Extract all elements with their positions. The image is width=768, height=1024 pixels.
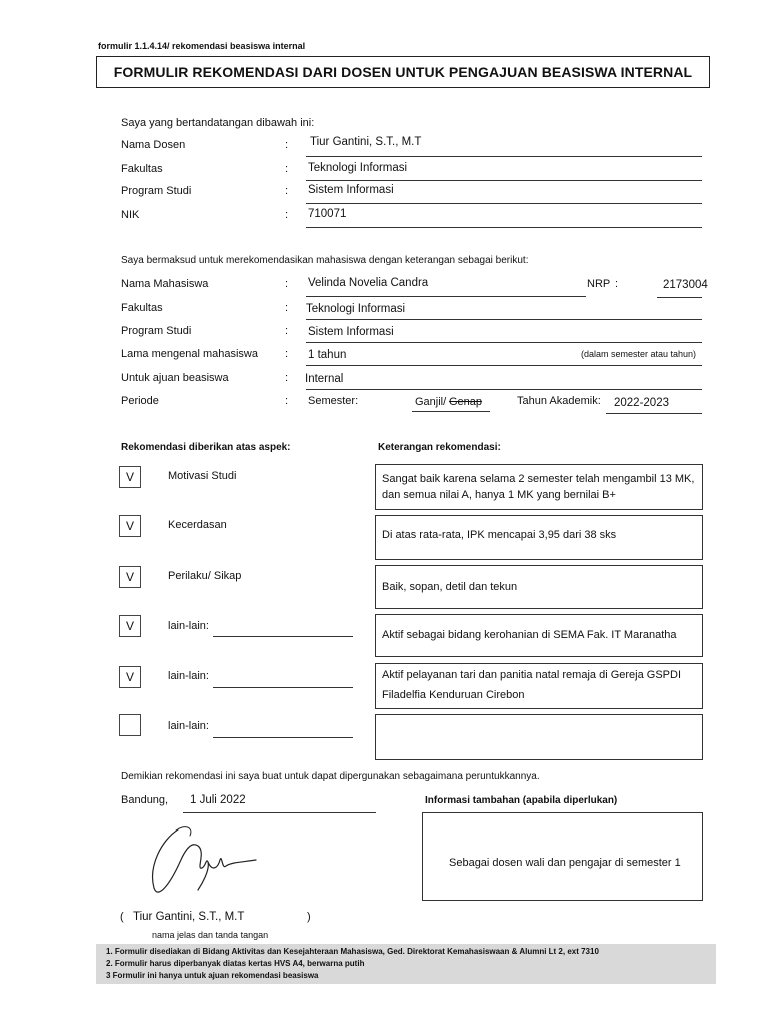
- footer-note-3: 3 Formulir ini hanya untuk ajuan rekomendasi beasiswa: [106, 971, 319, 980]
- value-nama-dosen: Tiur Gantini, S.T., M.T: [310, 136, 422, 148]
- value-nama-mahasiswa: Velinda Novelia Candra: [308, 277, 429, 289]
- keterangan-header: Keterangan rekomendasi:: [378, 442, 501, 453]
- sign-caption: nama jelas dan tanda tangan: [152, 930, 269, 940]
- aspect-label-lain-2: lain-lain:: [168, 670, 209, 682]
- semester-ganjil: Ganjil/: [415, 396, 447, 408]
- underline: [306, 227, 702, 228]
- label-periode: Periode: [121, 395, 159, 407]
- label-prodi-mahasiswa: Program Studi: [121, 325, 192, 337]
- underline: [606, 413, 702, 414]
- check-box-lain-2[interactable]: V: [119, 666, 141, 688]
- note-box-lain-2: Aktif pelayanan tari dan panitia natal remaja di Gereja GSPDI Filadelfia Kenduruan Cirebon: [375, 663, 703, 709]
- student-intro: Saya bermaksud untuk merekomendasikan mahasiswa dengan keterangan sebagai berikut:: [121, 255, 529, 266]
- underline: [306, 365, 702, 366]
- lama-note: (dalam semester atau tahun): [581, 349, 697, 359]
- aspect-label-motivasi: Motivasi Studi: [168, 470, 237, 482]
- colon: :: [285, 139, 289, 151]
- label-tahun-akademik: Tahun Akademik:: [517, 395, 601, 407]
- label-prodi-dosen: Program Studi: [121, 185, 192, 197]
- label-nrp: NRP: [587, 278, 611, 290]
- note-box-perilaku: Baik, sopan, detil dan tekun: [375, 565, 703, 609]
- info-box: [422, 812, 703, 901]
- colon: :: [285, 372, 289, 384]
- value-ajuan-beasiswa: Internal: [305, 373, 344, 385]
- note-box-motivasi: Sangat baik karena selama 2 semester telah mengambil 13 MK, dan semua nilai A, hanya 1 MK yang bernilai B+: [375, 464, 703, 510]
- note-box-lain-1: Aktif sebagai bidang kerohanian di SEMA Fak. IT Maranatha: [375, 614, 703, 657]
- label-fakultas-dosen: Fakultas: [121, 163, 163, 175]
- semester-genap-struck: Genap: [449, 396, 483, 408]
- label-nama-dosen: Nama Dosen: [121, 139, 186, 151]
- signature-image: [140, 818, 270, 908]
- value-nik: 710071: [308, 208, 347, 220]
- note-box-lain-3: [375, 714, 703, 760]
- signer-name: Tiur Gantini, S.T., M.T: [133, 911, 245, 923]
- colon: :: [285, 278, 289, 290]
- info-value: Sebagai dosen wali dan pengajar di semester 1: [449, 857, 681, 869]
- underline: [306, 296, 586, 297]
- label-ajuan-beasiswa: Untuk ajuan beasiswa: [121, 372, 229, 384]
- label-nik: NIK: [121, 209, 140, 221]
- check-box-perilaku[interactable]: V: [119, 566, 141, 588]
- footer-note-1: 1. Formulir disediakan di Bidang Aktivitas dan Kesejahteraan Mahasiswa, Ged. Direktorat Kemahasiswaan & Alumni Lt 2, ext 7310: [106, 947, 599, 956]
- underline: [213, 636, 353, 637]
- colon: :: [285, 302, 289, 314]
- check-box-lain-1[interactable]: V: [119, 615, 141, 637]
- underline: [412, 411, 490, 412]
- value-fakultas-dosen: Teknologi Informasi: [308, 162, 408, 174]
- underline: [306, 389, 702, 390]
- form-title: FORMULIR REKOMENDASI DARI DOSEN UNTUK PENGAJUAN BEASISWA INTERNAL: [96, 56, 710, 88]
- label-fakultas-mahasiswa: Fakultas: [121, 302, 163, 314]
- note-box-kecerdasan: Di atas rata-rata, IPK mencapai 3,95 dari 38 sks: [375, 515, 703, 560]
- check-box-lain-3[interactable]: [119, 714, 141, 736]
- label-lama-mengenal: Lama mengenal mahasiswa: [121, 348, 258, 360]
- colon: :: [285, 163, 289, 175]
- date: 1 Juli 2022: [190, 794, 246, 806]
- underline: [306, 203, 702, 204]
- closing-statement: Demikian rekomendasi ini saya buat untuk dapat dipergunakan sebagaimana peruntukkannya.: [121, 771, 540, 782]
- footer-note-2: 2. Formulir harus diperbanyak diatas kertas HVS A4, berwarna putih: [106, 959, 365, 968]
- value-prodi-dosen: Sistem Informasi: [308, 184, 394, 196]
- sign-open: (: [120, 911, 124, 923]
- footer-notes: [96, 944, 716, 984]
- colon: :: [615, 278, 619, 290]
- underline: [306, 156, 702, 157]
- aspect-label-kecerdasan: Kecerdasan: [168, 519, 227, 531]
- underline: [183, 812, 376, 813]
- check-box-kecerdasan[interactable]: V: [119, 515, 141, 537]
- signer-intro: Saya yang bertandatangan dibawah ini:: [121, 117, 315, 129]
- label-nama-mahasiswa: Nama Mahasiswa: [121, 278, 209, 290]
- aspect-label-perilaku: Perilaku/ Sikap: [168, 570, 242, 582]
- sign-close: ): [307, 911, 311, 923]
- colon: :: [285, 348, 289, 360]
- label-semester: Semester:: [308, 395, 359, 407]
- underline: [306, 180, 702, 181]
- value-nrp: 2173004: [663, 279, 708, 291]
- value-tahun-akademik: 2022-2023: [614, 397, 669, 409]
- colon: :: [285, 185, 289, 197]
- colon: :: [285, 325, 289, 337]
- value-lama-mengenal: 1 tahun: [308, 349, 347, 361]
- value-fakultas-mahasiswa: Teknologi Informasi: [306, 303, 406, 315]
- underline: [213, 687, 353, 688]
- aspect-label-lain-3: lain-lain:: [168, 720, 209, 732]
- underline: [657, 297, 702, 298]
- place: Bandung,: [121, 794, 169, 806]
- value-prodi-mahasiswa: Sistem Informasi: [308, 326, 394, 338]
- aspek-header: Rekomendasi diberikan atas aspek:: [121, 442, 291, 453]
- info-header: Informasi tambahan (apabila diperlukan): [425, 795, 618, 806]
- colon: :: [285, 395, 289, 407]
- check-box-motivasi[interactable]: V: [119, 466, 141, 488]
- underline: [306, 319, 702, 320]
- form-code: formulir 1.1.4.14/ rekomendasi beasiswa internal: [98, 41, 306, 51]
- underline: [213, 737, 353, 738]
- underline: [306, 342, 702, 343]
- colon: :: [285, 209, 289, 221]
- aspect-label-lain-1: lain-lain:: [168, 620, 209, 632]
